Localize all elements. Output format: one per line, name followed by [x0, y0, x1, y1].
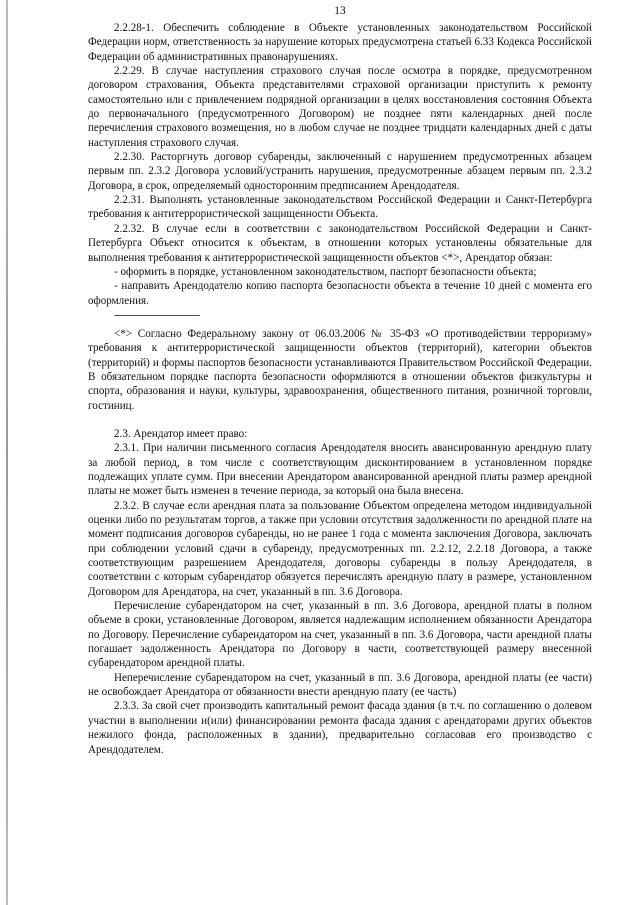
page-number: 13 — [334, 5, 346, 17]
clause-2-2-30: 2.2.30. Расторгнуть договор субаренды, заключенный с нарушением предусмотренных абзацем первым пп. 2.3.2 Договора условий/устранить нарушения, предусмотренные абзацем первым пп. 2.3.2 Договора, в срок, определяемый односторонним предписанием Арендодателя. — [88, 151, 592, 192]
section-gap — [88, 413, 592, 427]
clause-2-3-heading: 2.3. Арендатор имеет право: — [114, 427, 248, 440]
clause-2-3-1: 2.3.1. При наличии письменного согласия Арендодателя вносить авансированную арендную плату за любой период, в том числе с соответствующим дисконтированием в установленном порядке подлежащих уплате сумм. При внесении Арендатором авансированной арендной платы размер арендной платы не может быть изменен в течение периода, за который она была внесена. — [88, 442, 592, 498]
clause-2-3-2-para-3: Неперечисление субарендатором на счет, указанный в пп. 3.6 Договора, арендной платы (ее части) не освобождает Арендатора от обязанности внести арендную плату (ее часть) — [88, 671, 592, 699]
clause-2-2-32: 2.2.32. В случае если в соответствии с законодательством Российской Федерации и Санкт-Петербурга Объект относится к объектам, в отношении которых установлены обязательные для выполнения требования к антитеррористической защищенности объектов <*>, Арендатор обязан: — [88, 222, 592, 264]
clause-2-3-2: 2.3.2. В случае если арендная плата за пользование Объектом определена методом индивидуальной оценки либо по результатам торгов, а также при условии отсутствия задолженности по арендной плате на момент подписания договоров субаренды, но не ранее 1 года с момента заключения Договора, заключать при соблюдении условий сдачи в субаренду, предусмотренных пп. 2.2.12, 2.2.18 Договора, а также соответствующим разрешением Арендодателя, договоры субаренды в пользу Арендодателя, в соответствии с которым субарендатор обязуется перечислять арендную плату в размере, установленном Договором для Арендатора, на счет, указанный в пп. 3.6 Договора. — [88, 499, 592, 598]
clause-2-2-32-item-2: - направить Арендодателю копию паспорта безопасности объекта в течение 10 дней с момента его оформления. — [88, 280, 592, 307]
clause-2-2-29: 2.2.29. В случае наступления страхового случая после осмотра в порядке, предусмотренном договором страхования, Объекта представителями страховой организации приступить к ремонту самостоятельно или с привлечением подрядной организации в целях восстановления состояния Объекта до первоначального (предусмотренного Договором) не позднее пяти календарных дней после перечисления страхового возмещения, но в любом случае не позднее тридцати календарных дней с даты наступления страхового случая. — [88, 65, 592, 149]
footnote: <*> Согласно Федеральному закону от 06.03.2006 № 35-ФЗ «О противодействии терроризму» требования к антитеррористической защищенности объектов (территорий), категории объектов (территорий) и формы паспортов безопасности устанавливаются Правительством Российской Федерации. В обязательном порядке паспорта безопасности оформляются в отношении объектов физкультуры и спорта, образования и науки, культуры, здравоохранения, общественного питания, розничной торговли, гостиниц. — [88, 327, 592, 412]
clause-2-3-2-para-2: Перечисление субарендатором на счет, указанный в пп. 3.6 Договора, арендной платы в полном объеме в сроки, установленные Договором, является надлежащим исполнением обязанности Арендатора по Договору. Перечисление субарендатором на счет, указанный в пп. 3.6 Договора, части арендной платы погашает задолженность Арендатора по Договору в части, соответствующей размеру внесенной субарендатором арендной платы. — [88, 600, 592, 670]
clause-2-3-3: 2.3.3. За свой счет производить капитальный ремонт фасада здания (в т.ч. по соглашению о долевом участии в выполнении и(или) финансировании ремонта фасада здания с арендаторами других объектов нежилого фонда, расположенных в здании), предварительно согласовав его производство с Арендодателем. — [88, 700, 592, 756]
footnote-separator: -------------------------------- — [114, 308, 200, 321]
clause-2-2-31: 2.2.31. Выполнять установленные законодательством Российской Федерации и Санкт-Петербурга требования к антитеррористической защищенности Объекта. — [88, 194, 592, 221]
clause-2-2-32-item-1: - оформить в порядке, установленном законодательством, паспорт безопасности объекта; — [114, 265, 537, 278]
clause-2-2-28-1: 2.2.28-1. Обеспечить соблюдение в Объекте установленных законодательством Российской Федерации норм, ответственность за нарушение которых предусмотрена статьей 6.33 Кодекса Российской Федерации об административных правонарушениях. — [88, 22, 592, 63]
